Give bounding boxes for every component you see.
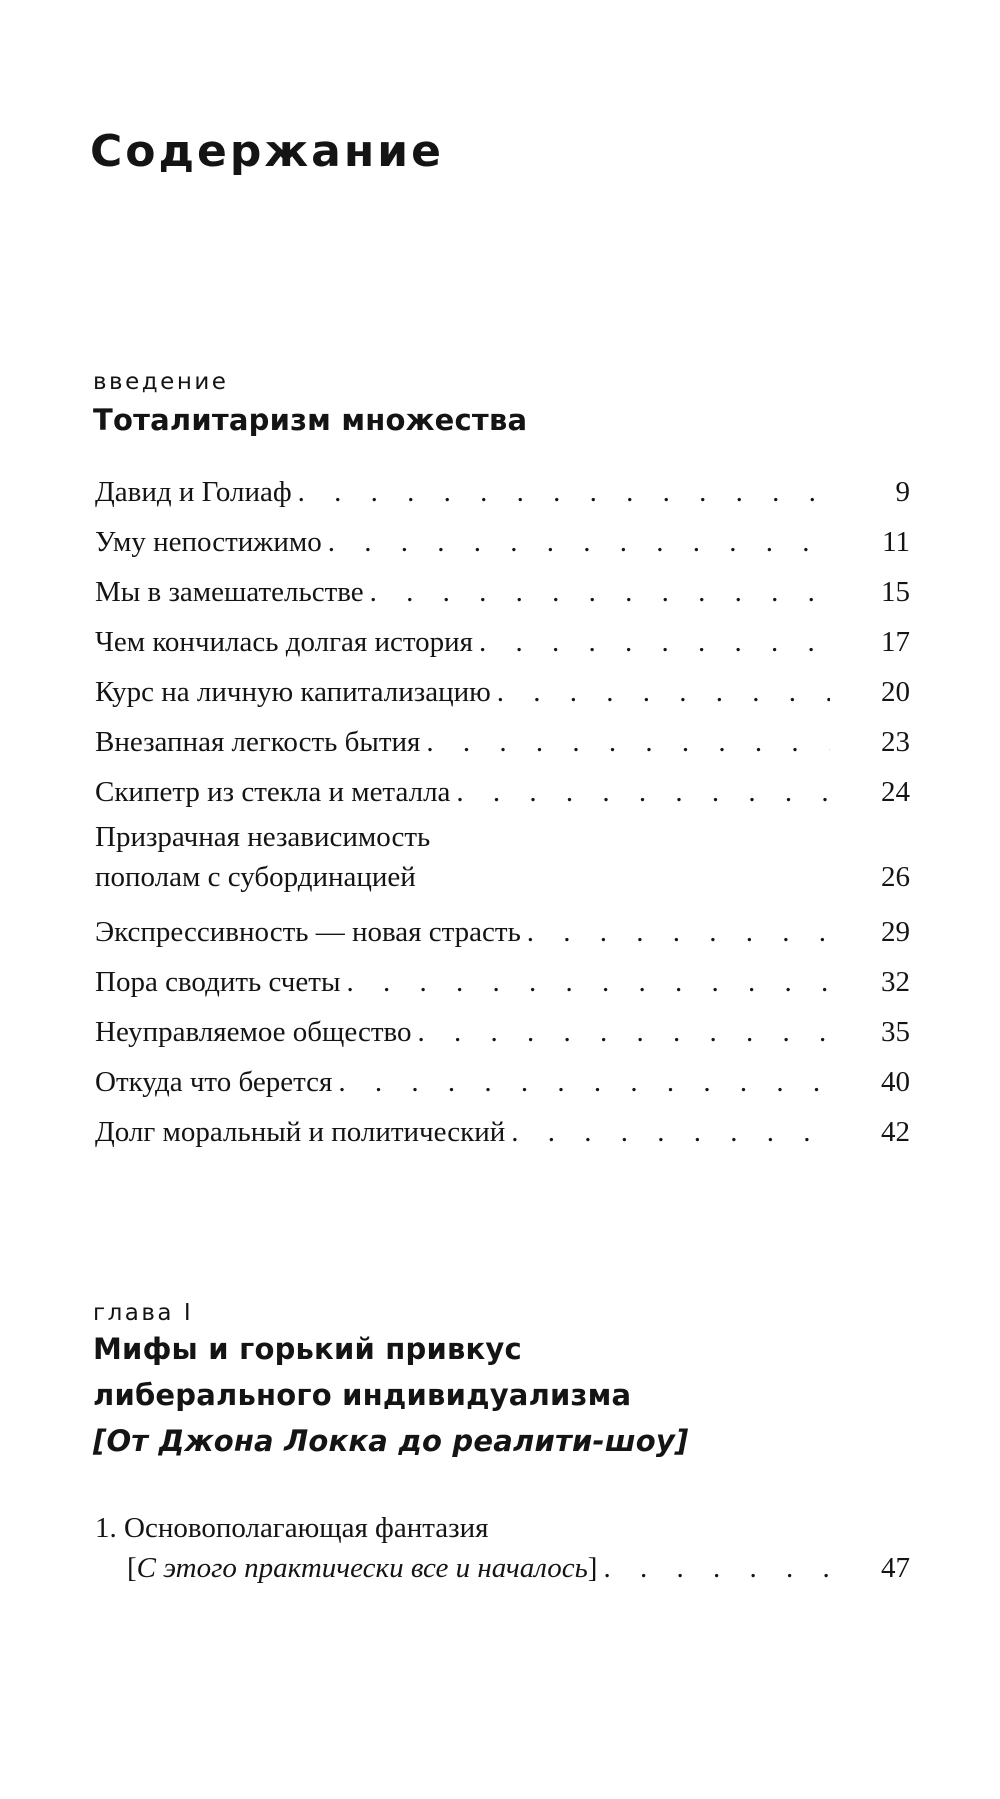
section-label-introduction: введение	[93, 369, 229, 395]
dot-leader	[456, 767, 830, 817]
toc-entry[interactable]	[95, 767, 910, 817]
toc-entry-title: Скипетр из стекла и металла	[95, 776, 451, 808]
toc-page-number: 11	[882, 526, 910, 558]
dot-leader	[426, 717, 830, 767]
toc-entry[interactable]	[95, 617, 910, 667]
dot-leader	[298, 467, 830, 517]
toc-entry-title: Долг моральный и политический	[95, 1116, 506, 1148]
toc-entry[interactable]	[95, 517, 910, 567]
toc-page-number: 20	[881, 676, 910, 708]
dot-leader	[511, 1107, 830, 1157]
dot-leader	[370, 567, 830, 617]
toc-list-introduction	[95, 467, 910, 1157]
toc-page-number: 9	[895, 476, 910, 508]
dot-leader	[346, 957, 830, 1007]
toc-entry-subtitle: С этого практически все и началось	[136, 1552, 588, 1584]
toc-entry-title: Курс на личную капитализацию	[95, 676, 491, 708]
toc-entry[interactable]	[95, 957, 910, 1007]
toc-entry[interactable]	[95, 907, 910, 957]
toc-page-number: 24	[881, 776, 910, 808]
toc-page-number: 35	[881, 1016, 910, 1048]
toc-entry-title-line1: Призрачная независимость	[95, 821, 431, 853]
toc-entry[interactable]	[95, 1057, 910, 1107]
toc-page-number: 32	[881, 966, 910, 998]
section-label-chapter-1: глава I	[93, 1300, 194, 1326]
toc-entry-title: Экспрессивность — новая страсть	[95, 916, 521, 948]
toc-page-number: 29	[881, 916, 910, 948]
toc-entry[interactable]	[95, 1007, 910, 1057]
dot-leader	[497, 667, 830, 717]
section-heading-line1: Мифы и горький привкус	[93, 1332, 522, 1366]
dot-leader	[603, 1548, 830, 1588]
section-heading-introduction: Тоталитаризм множества	[93, 403, 528, 437]
toc-entry-title-line2: пополам с субординацией	[95, 861, 416, 893]
toc-page-number: 42	[881, 1116, 910, 1148]
toc-entry[interactable]	[95, 667, 910, 717]
page-title: Содержание	[90, 126, 444, 177]
section-heading-line2: либерального индивидуализма	[93, 1378, 632, 1412]
toc-entry-title-line2	[95, 1548, 603, 1588]
toc-page-number: 23	[881, 726, 910, 758]
dot-leader	[328, 517, 830, 567]
toc-entry[interactable]	[95, 1107, 910, 1157]
toc-entry[interactable]	[95, 717, 910, 767]
toc-entry-title: Чем кончилась долгая история	[95, 626, 473, 658]
toc-entry[interactable]	[95, 817, 910, 897]
dot-leader	[479, 617, 830, 667]
toc-entry[interactable]	[95, 567, 910, 617]
toc-entry-title: Неуправляемое общество	[95, 1016, 412, 1048]
dot-leader	[527, 907, 830, 957]
toc-entry-title: Откуда что берется	[95, 1066, 333, 1098]
toc-page-number: 40	[881, 1066, 910, 1098]
dot-leader	[418, 1007, 830, 1057]
toc-entry-title: Уму непостижимо	[95, 526, 322, 558]
toc-list-chapter-1	[95, 1508, 910, 1598]
section-subheading: [От Джона Локка до реалити-шоу]	[93, 1424, 689, 1458]
open-bracket: [	[127, 1552, 137, 1584]
section-heading-chapter-1	[93, 1326, 688, 1464]
toc-entry-title: Мы в замешательстве	[95, 576, 364, 608]
dot-leader	[338, 1057, 830, 1107]
toc-entry[interactable]	[95, 467, 910, 517]
toc-entry[interactable]	[95, 1508, 910, 1588]
toc-page-number: 17	[881, 626, 910, 658]
toc-entry-title: Давид и Голиаф	[95, 476, 292, 508]
toc-page-number: 15	[881, 576, 910, 608]
toc-page-number: 26	[881, 861, 910, 893]
toc-entry-title: Внезапная легкость бытия	[95, 726, 421, 758]
toc-entry-title: Пора сводить счеты	[95, 966, 341, 998]
close-bracket: ]	[587, 1552, 598, 1584]
toc-page-number: 47	[881, 1552, 910, 1584]
toc-entry-title-line1: 1. Основополагающая фантазия	[95, 1512, 489, 1544]
